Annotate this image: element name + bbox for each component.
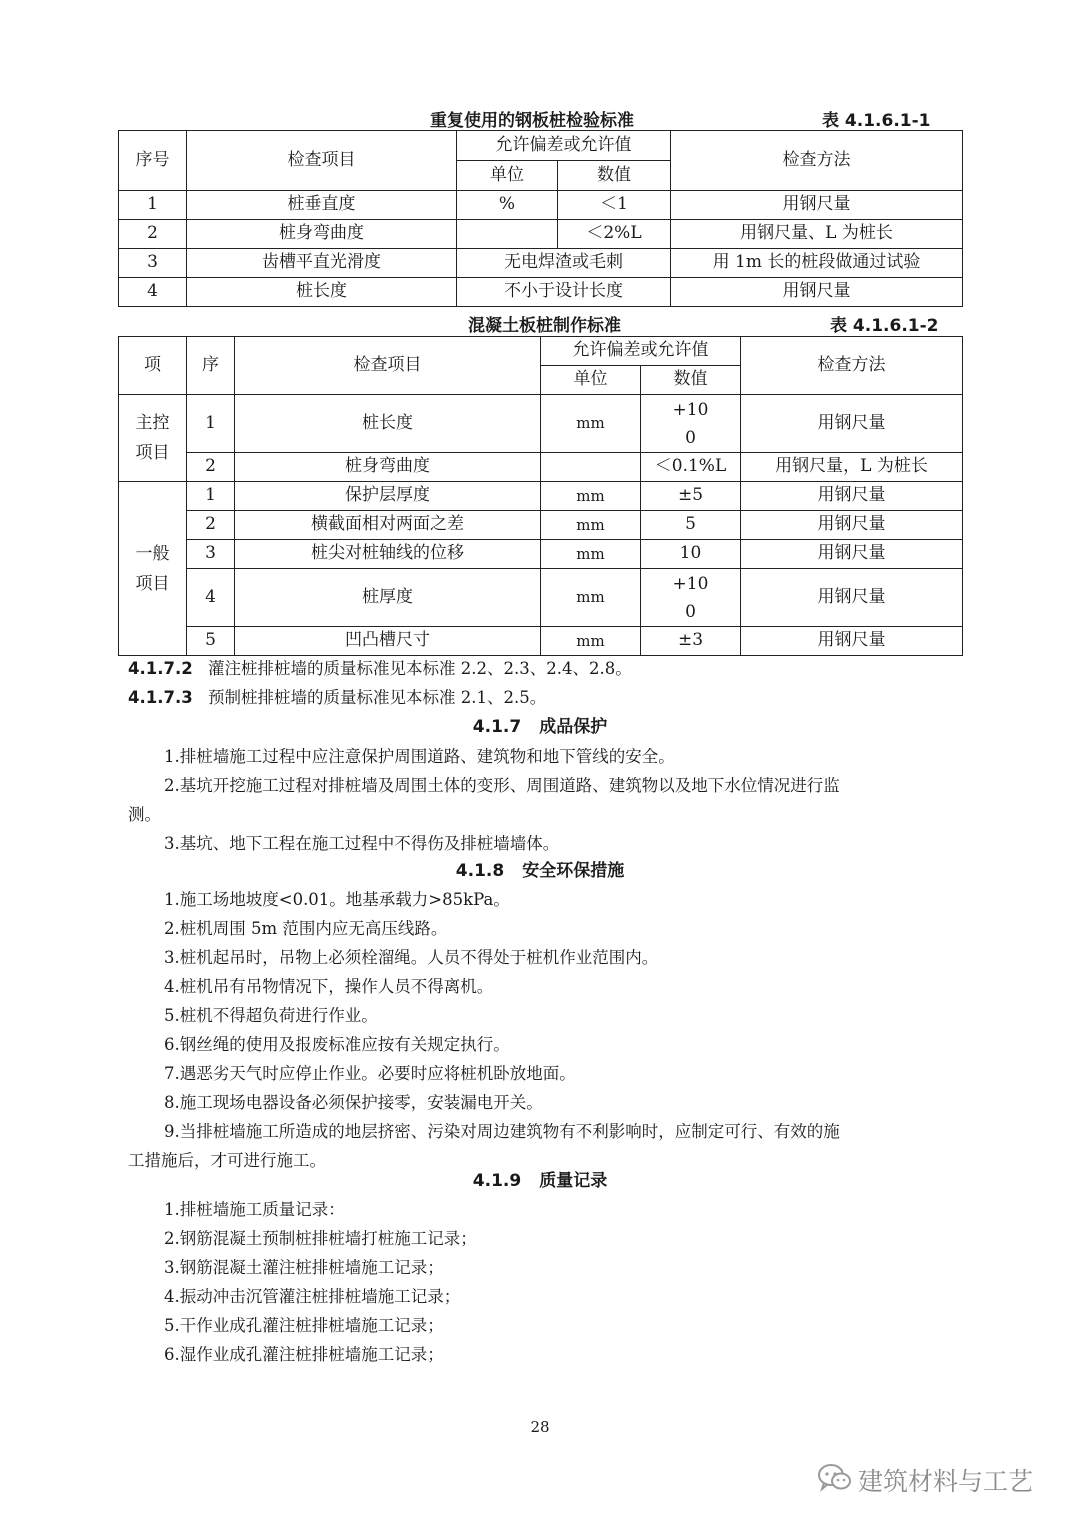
list-item: 工措施后，才可进行施工。 — [128, 1151, 326, 1170]
list-item: 8.施工现场电器设备必须保护接零，安装漏电开关。 — [164, 1093, 543, 1112]
cell-seq: 3 — [119, 249, 187, 278]
cell-seq: 2 — [119, 220, 187, 249]
cell-item: 桩长度 — [187, 278, 457, 307]
section-number: 4.1.7 — [472, 717, 522, 737]
cell-seq: 2 — [187, 511, 235, 540]
cell-seq: 1 — [187, 395, 235, 453]
cell-tolerance-merged: 不小于设计长度 — [457, 278, 671, 307]
cell-method: 用钢尺量 — [741, 540, 963, 569]
cell-value: 5 — [641, 511, 741, 540]
table2 — [118, 336, 963, 656]
header-unit: 单位 — [457, 161, 558, 191]
table1-label: 表 4.1.6.1-1 — [822, 111, 931, 131]
cell-value: 10 — [641, 540, 741, 569]
list-item: 测。 — [128, 805, 161, 824]
clause — [128, 654, 632, 683]
cell-seq: 1 — [187, 482, 235, 511]
table1 — [118, 130, 963, 307]
section-heading: 质量记录 — [539, 1171, 608, 1191]
cell-value: ＜0.1%L — [641, 453, 741, 482]
cell-item: 齿槽平直光滑度 — [187, 249, 457, 278]
cell-method: 用钢尺量 — [671, 191, 963, 220]
group-general — [119, 482, 187, 656]
group-name-line1: 主控 — [135, 413, 170, 433]
clause-number: 4.1.7.2 — [128, 659, 193, 678]
group-name-line2: 项目 — [135, 573, 170, 594]
list-item: 3.钢筋混凝土灌注桩排桩墙施工记录； — [164, 1258, 444, 1277]
clause-number: 4.1.7.3 — [128, 688, 193, 707]
cell-seq: 2 — [187, 453, 235, 482]
list-item: 5.干作业成孔灌注桩排桩墙施工记录； — [164, 1316, 444, 1335]
table-row — [119, 569, 963, 627]
section-heading: 安全环保措施 — [522, 861, 625, 881]
list-item: 2.钢筋混凝土预制桩排桩墙打桩施工记录； — [164, 1229, 477, 1248]
cell-unit: mm — [541, 482, 641, 511]
header-method: 检查方法 — [671, 131, 963, 191]
value-lower: 0 — [685, 601, 696, 622]
cell-seq: 4 — [187, 569, 235, 627]
header-item: 检查项目 — [187, 131, 457, 191]
cell-unit — [457, 220, 558, 249]
section-number: 4.1.8 — [455, 861, 505, 881]
cell-seq: 1 — [119, 191, 187, 220]
table-row — [119, 395, 963, 453]
table-row — [119, 278, 963, 307]
list-item: 7.遇恶劣天气时应停止作业。必要时应将桩机卧放地面。 — [164, 1064, 576, 1083]
section-number: 4.1.9 — [472, 1171, 522, 1191]
list-item: 6.钢丝绳的使用及报废标准应按有关规定执行。 — [164, 1035, 510, 1054]
cell-value — [641, 395, 741, 453]
table-row — [119, 220, 963, 249]
header-tolerance: 允许偏差或允许值 — [457, 131, 671, 161]
cell-item: 桩长度 — [235, 395, 541, 453]
section-title-records — [0, 1166, 1080, 1191]
header-value: 数值 — [558, 161, 671, 191]
cell-unit: mm — [541, 395, 641, 453]
section-title-safety — [0, 856, 1080, 881]
cell-unit: % — [457, 191, 558, 220]
header-category: 项 — [119, 337, 187, 395]
header-seq: 序 — [187, 337, 235, 395]
table-row — [119, 453, 963, 482]
header-seq: 序号 — [119, 131, 187, 191]
list-item: 4.振动冲击沉管灌注桩排桩墙施工记录； — [164, 1287, 461, 1306]
cell-unit — [541, 453, 641, 482]
list-item: 1.排桩墙施工质量记录： — [164, 1200, 345, 1219]
cell-method: 用钢尺量，L 为桩长 — [741, 453, 963, 482]
section-title-protection — [0, 712, 1080, 737]
wechat-icon — [818, 1463, 852, 1493]
cell-method: 用钢尺量 — [741, 482, 963, 511]
page-number: 28 — [530, 1418, 550, 1436]
cell-item: 桩尖对桩轴线的位移 — [235, 540, 541, 569]
table-row — [119, 191, 963, 220]
group-name-line2: 项目 — [135, 443, 170, 463]
list-item: 1.排桩墙施工过程中应注意保护周围道路、建筑物和地下管线的安全。 — [164, 747, 675, 766]
table-row — [119, 511, 963, 540]
header-item: 检查项目 — [235, 337, 541, 395]
table-row — [119, 482, 963, 511]
list-item: 2.桩机周围 5m 范围内应无高压线路。 — [164, 919, 448, 938]
cell-value: ＜1 — [558, 191, 671, 220]
group-main-control — [119, 395, 187, 482]
cell-item: 保护层厚度 — [235, 482, 541, 511]
cell-method: 用钢尺量、L 为桩长 — [671, 220, 963, 249]
cell-seq: 5 — [187, 627, 235, 656]
list-item: 4.桩机吊有吊物情况下，操作人员不得离机。 — [164, 977, 494, 996]
cell-item: 桩垂直度 — [187, 191, 457, 220]
cell-seq: 3 — [187, 540, 235, 569]
value-upper: +10 — [672, 573, 709, 594]
cell-method: 用钢尺量 — [741, 511, 963, 540]
watermark-text: 建筑材料与工艺 — [858, 1467, 1034, 1496]
cell-unit: mm — [541, 511, 641, 540]
table-row — [119, 627, 963, 656]
cell-method: 用钢尺量 — [741, 627, 963, 656]
list-item: 2.基坑开挖施工过程对排桩墙及周围土体的变形、周围道路、建筑物以及地下水位情况进行监 — [164, 776, 840, 795]
cell-method: 用钢尺量 — [671, 278, 963, 307]
cell-unit: mm — [541, 627, 641, 656]
cell-tolerance-merged: 无电焊渣或毛刺 — [457, 249, 671, 278]
table-row — [119, 540, 963, 569]
value-lower: 0 — [685, 427, 696, 448]
value-upper: +10 — [672, 399, 709, 420]
cell-item: 横截面相对两面之差 — [235, 511, 541, 540]
list-item: 9.当排桩墙施工所造成的地层挤密、污染对周边建筑物有不利影响时，应制定可行、有效的施 — [164, 1122, 840, 1141]
cell-value — [641, 569, 741, 627]
list-item: 1.施工场地坡度<0.01。地基承载力>85kPa。 — [164, 890, 510, 909]
list-item: 6.湿作业成孔灌注桩排桩墙施工记录； — [164, 1345, 444, 1364]
header-value: 数值 — [641, 366, 741, 395]
cell-item: 凹凸槽尺寸 — [235, 627, 541, 656]
table-row — [119, 249, 963, 278]
cell-method: 用钢尺量 — [741, 395, 963, 453]
header-tolerance: 允许偏差或允许值 — [541, 337, 741, 366]
clause-text: 预制桩排桩墙的质量标准见本标准 2.1、2.5。 — [207, 688, 547, 707]
group-name-line1: 一般 — [135, 543, 170, 564]
clause-text: 灌注桩排桩墙的质量标准见本标准 2.2、2.3、2.4、2.8。 — [207, 659, 632, 678]
cell-item: 桩身弯曲度 — [187, 220, 457, 249]
table2-label: 表 4.1.6.1-2 — [830, 316, 939, 336]
table1-caption: 重复使用的钢板桩检验标准 — [430, 111, 634, 131]
cell-method: 用 1m 长的桩段做通过试验 — [671, 249, 963, 278]
cell-value: ＜2%L — [558, 220, 671, 249]
cell-value: ±3 — [641, 627, 741, 656]
cell-unit: mm — [541, 569, 641, 627]
list-item: 3.基坑、地下工程在施工过程中不得伤及排桩墙墙体。 — [164, 834, 560, 853]
header-method: 检查方法 — [741, 337, 963, 395]
header-unit: 单位 — [541, 366, 641, 395]
cell-method: 用钢尺量 — [741, 569, 963, 627]
cell-item: 桩身弯曲度 — [235, 453, 541, 482]
table2-caption: 混凝土板桩制作标准 — [468, 316, 621, 336]
cell-unit: mm — [541, 540, 641, 569]
clause — [128, 683, 546, 712]
section-heading: 成品保护 — [539, 717, 608, 737]
list-item: 3.桩机起吊时，吊物上必须栓溜绳。人员不得处于桩机作业范围内。 — [164, 948, 659, 967]
list-item: 5.桩机不得超负荷进行作业。 — [164, 1006, 378, 1025]
cell-item: 桩厚度 — [235, 569, 541, 627]
cell-value: ±5 — [641, 482, 741, 511]
cell-seq: 4 — [119, 278, 187, 307]
